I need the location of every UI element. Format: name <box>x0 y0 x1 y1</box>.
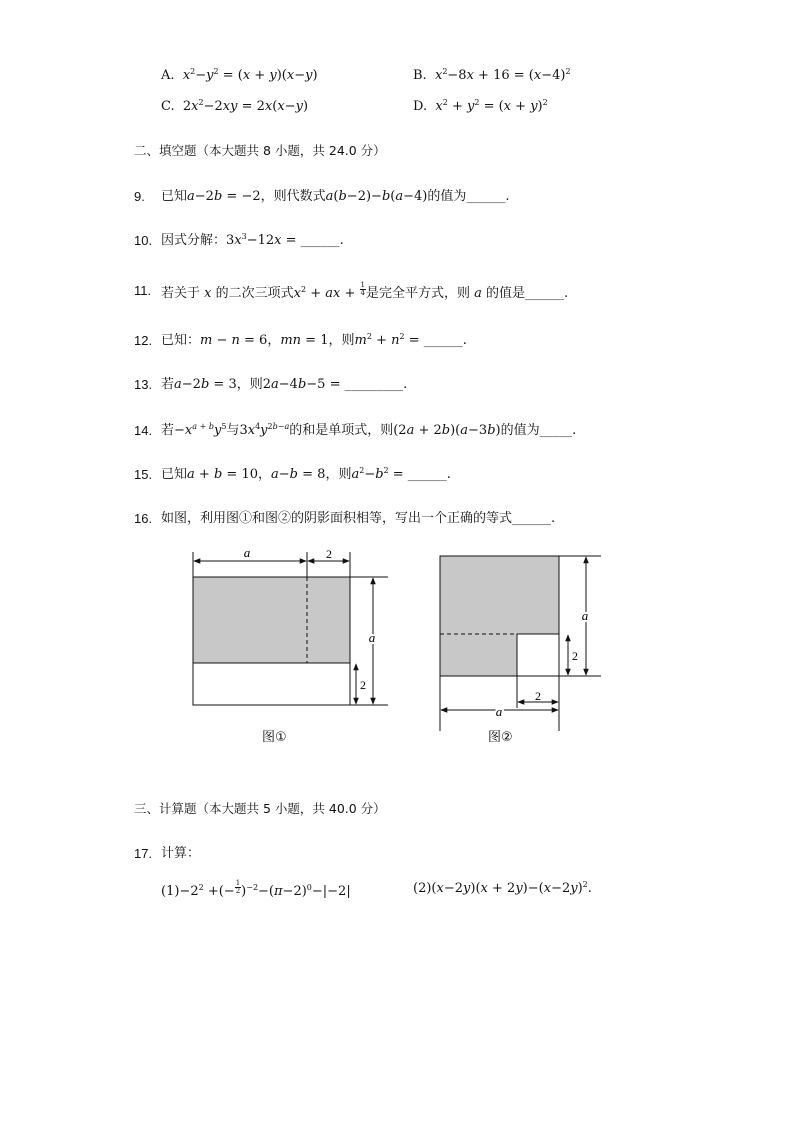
fig1-bottom-rect <box>193 663 350 705</box>
q16-number: 16. <box>134 511 153 526</box>
q11-lead: 若关于 <box>161 286 201 301</box>
q14-term2: $3x^4y^{2b-a}$ <box>239 422 290 438</box>
q9-mid: ，则代数式 <box>260 189 326 204</box>
q12-mid2: ，则 <box>328 333 355 348</box>
q9-lead: 已知 <box>161 189 188 204</box>
fig2-label-a-bottom: a <box>495 704 503 719</box>
q12-number: 12. <box>134 333 153 348</box>
figure-1 <box>193 545 388 705</box>
figure-2 <box>440 556 601 731</box>
option-b-formula: $x^2-8x + 16 = (x-4)^2$ <box>434 67 571 83</box>
q11-expr: $x^2$ + ax + $\frac{1}{4}$ <box>293 281 365 301</box>
section-2-title: 二、填空题（本大题共 8 小题，共 24.0 分） <box>134 143 386 158</box>
q11-number: 11. <box>134 283 152 298</box>
q15-mid: ， <box>257 467 271 482</box>
fig1-label-2-right: 2 <box>360 678 366 692</box>
q12-text <box>161 332 467 350</box>
q11-tail: 的值是______. <box>486 286 569 301</box>
option-d-formula: $x^2 + y^2 = (x + y)^2$ <box>435 98 548 114</box>
q14-tail: 的值为_____. <box>500 423 577 438</box>
option-b-label: B. <box>413 68 427 83</box>
q10-expr: $3x^3-12x$ <box>226 232 282 248</box>
option-d-label: D. <box>413 99 428 114</box>
option-a <box>161 67 318 85</box>
q15-expr: $a^2-b^2$ <box>351 466 389 482</box>
option-c <box>161 98 308 116</box>
q17-number: 17. <box>134 846 153 861</box>
q14-term1: $-x^{a + b}y^5$ <box>174 422 227 438</box>
q9-cond: a−2b = −2 <box>187 189 261 204</box>
q13-number: 13. <box>134 377 153 392</box>
fig2-label-a-right: a <box>581 608 589 623</box>
q14-lead: 若 <box>161 423 175 438</box>
option-a-formula: $x^2-y^2 = (x + y)(x-y)$ <box>182 67 318 83</box>
option-c-label: C. <box>161 99 175 114</box>
q17-part2-label: (2) <box>413 881 432 896</box>
q14-mid2: 的和是单项式，则 <box>289 423 394 438</box>
q12-expr: $m^2 + n^2$ <box>354 332 405 348</box>
q10-text <box>161 232 344 250</box>
fig2-white-square <box>517 634 559 676</box>
q13-mid: ，则 <box>236 377 263 392</box>
q14-number: 14. <box>134 423 153 438</box>
q10-lead: 因式分解： <box>161 233 227 248</box>
q11-a: a <box>470 286 487 301</box>
q11-mid: 的二次三项式 <box>215 286 294 301</box>
q17-part1-label: (1) <box>161 884 180 899</box>
q11-mid2: 是完全平方式，则 <box>365 286 470 301</box>
option-d <box>413 98 548 116</box>
fig2-caption: 图② <box>488 730 513 745</box>
q13-lead: 若 <box>161 377 175 392</box>
q9-expr: a(b−2)−b(a−4) <box>325 189 428 204</box>
q15-mid2: ，则 <box>325 467 352 482</box>
q10-tail: = ______. <box>285 233 344 248</box>
fig1-shaded-rect <box>193 577 350 663</box>
q12-cond2: mn = 1 <box>280 333 329 348</box>
q11-var: x <box>200 286 216 301</box>
fig1-label-a-right: a <box>368 630 376 645</box>
q15-text <box>161 466 451 484</box>
fig2-label-2-right: 2 <box>572 649 578 663</box>
q17-part1 <box>161 880 351 901</box>
q14-mid: 与 <box>226 423 240 438</box>
section-3-title: 三、计算题（本大题共 5 小题，共 40.0 分） <box>134 801 386 816</box>
q14-text <box>161 422 576 440</box>
q13-tail: = _________. <box>329 377 408 392</box>
q9-text <box>161 188 510 206</box>
q9-number: 9. <box>134 189 145 204</box>
option-c-formula: $2x^2-2xy = 2x(x-y)$ <box>178 98 309 114</box>
q15-cond1: a + b = 10 <box>187 467 258 482</box>
option-b <box>413 67 571 85</box>
q14-expr: (2a + 2b)(a−3b) <box>393 423 501 438</box>
q17-part2-expr: $(x-2y)(x + 2y)-(x-2y)^2$. <box>431 880 592 896</box>
q13-expr: 2a−4b−5 <box>262 377 330 392</box>
q12-lead: 已知： <box>161 333 201 348</box>
q13-cond: a−2b = 3 <box>174 377 237 392</box>
q15-number: 15. <box>134 467 153 482</box>
q12-cond1: m − n = 6 <box>200 333 268 348</box>
fig2-label-2-bottom: 2 <box>535 689 541 703</box>
q12-mid: ， <box>267 333 281 348</box>
q15-cond2: a−b = 8 <box>271 467 326 482</box>
fig1-label-2-top: 2 <box>326 547 332 561</box>
q9-tail: 的值为______. <box>427 189 510 204</box>
q15-tail: = ______. <box>392 467 451 482</box>
figures <box>0 540 794 800</box>
option-a-label: A. <box>161 68 175 83</box>
q17-part1-expr: $-2^2$ +(− $\frac{1}{2}$ )$^{-2}-(\pi-2)^0-|-2|$ <box>179 879 351 899</box>
q13-text <box>161 376 407 394</box>
q16-text: 如图，利用图①和图②的阴影面积相等，写出一个正确的等式______. <box>161 511 556 526</box>
q17-fraction: $\frac{1}{2}$ <box>235 879 241 895</box>
q17-part2 <box>413 880 592 898</box>
q17-text: 计算： <box>161 846 201 861</box>
fig1-label-a-top: a <box>243 545 251 560</box>
q11-fraction: $\frac{1}{4}$ <box>360 281 365 297</box>
fig1-caption: 图① <box>262 730 287 745</box>
q15-lead: 已知 <box>161 467 188 482</box>
q11-text <box>161 282 568 303</box>
q12-tail: = ______. <box>408 333 467 348</box>
q10-number: 10. <box>134 233 153 248</box>
